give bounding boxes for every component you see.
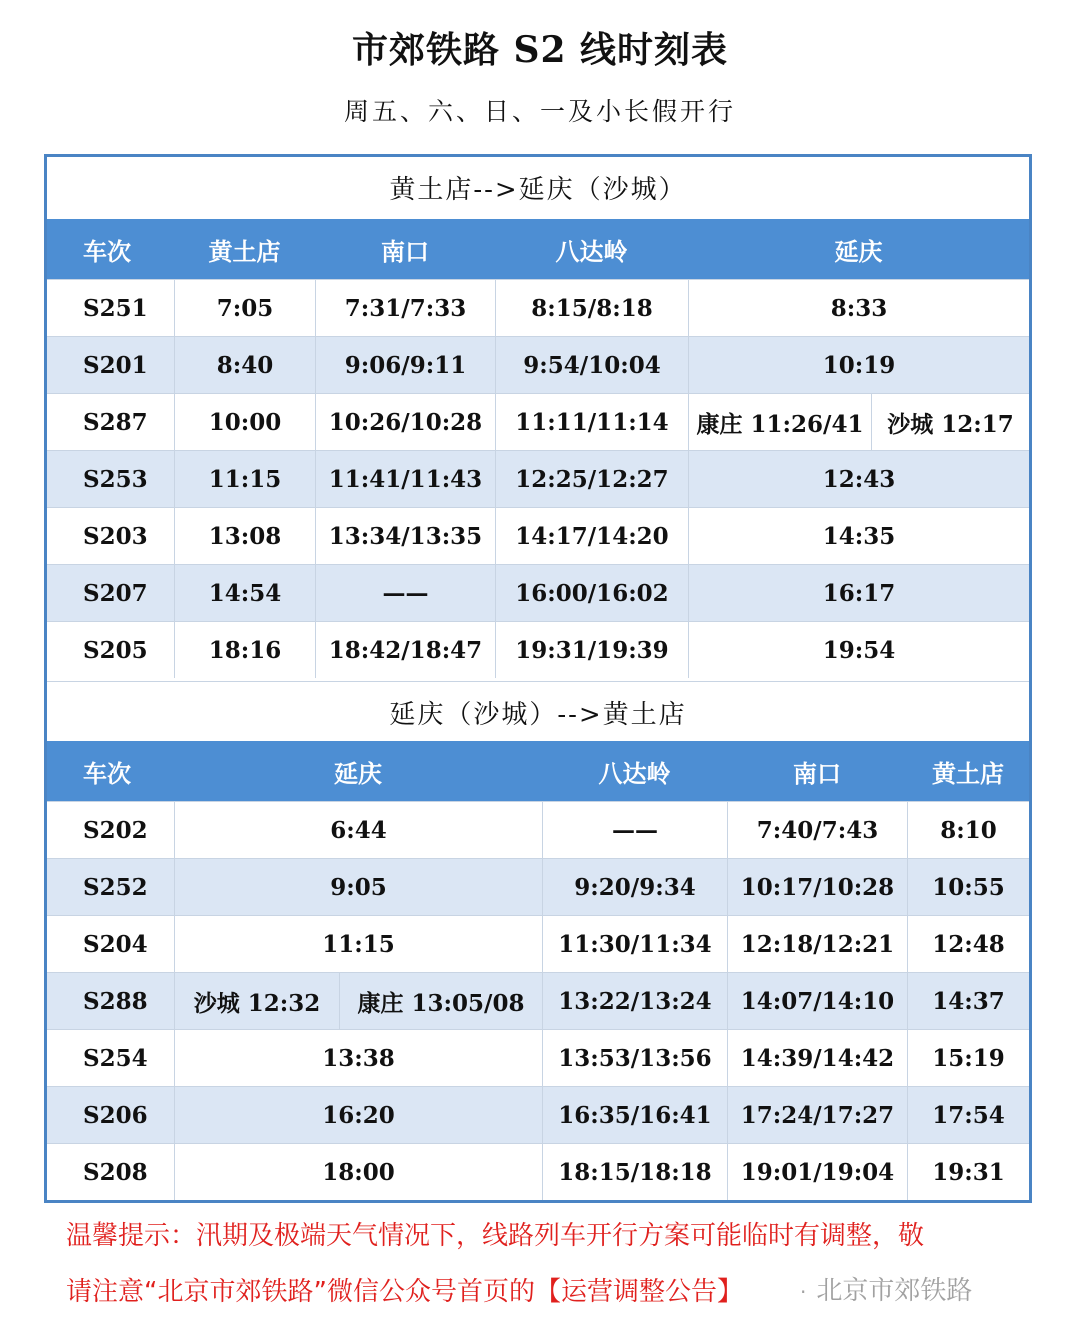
cell-train: S206 — [83, 1101, 148, 1129]
cell-nankou: 12:18/12:21 — [727, 916, 907, 972]
inbound-header-nankou: 南口 — [793, 759, 841, 788]
cell-train: S251 — [83, 294, 148, 322]
cell-badaling: 12:25/12:27 — [495, 451, 688, 507]
cell-badaling: 19:31/19:39 — [495, 622, 688, 678]
cell-huangtudian: 19:31 — [907, 1144, 1029, 1200]
cell-train: S254 — [83, 1044, 148, 1072]
cell-yanqing: 14:35 — [688, 508, 1029, 564]
cell-nankou: 14:39/14:42 — [727, 1030, 907, 1086]
cell-nankou: 7:40/7:43 — [727, 802, 907, 858]
cell-badaling: 11:30/11:34 — [542, 916, 727, 972]
cell-badaling: 16:35/16:41 — [542, 1087, 727, 1143]
cell-nankou: 9:06/9:11 — [315, 337, 495, 393]
outbound-header-badaling: 八达岭 — [555, 237, 628, 266]
cell-kangzhuang: 康庄 13:05/08 — [339, 973, 542, 1029]
cell-badaling: 13:53/13:56 — [542, 1030, 727, 1086]
cell-nankou: 18:42/18:47 — [315, 622, 495, 678]
outbound-header-train: 车次 — [83, 237, 131, 266]
cell-huangtudian: 7:05 — [174, 280, 315, 336]
cell-train: S202 — [83, 816, 148, 844]
cell-yanqing: 16:20 — [174, 1087, 542, 1143]
cell-huangtudian: 17:54 — [907, 1087, 1029, 1143]
outbound-section-title: 黄土店-->延庆（沙城） — [47, 157, 1029, 217]
cell-huangtudian: 14:54 — [174, 565, 315, 621]
cell-badaling: —— — [542, 802, 727, 858]
cell-badaling: 13:22/13:24 — [542, 973, 727, 1029]
cell-train: S207 — [83, 579, 148, 607]
outbound-header-yanqing: 延庆 — [834, 237, 883, 266]
cell-badaling: 9:20/9:34 — [542, 859, 727, 915]
cell-yanqing: 11:15 — [174, 916, 542, 972]
table-row — [47, 915, 1029, 972]
table-row — [47, 972, 1029, 1029]
inbound-header-train: 车次 — [83, 759, 131, 788]
table-row — [47, 279, 1029, 336]
table-row — [47, 336, 1029, 393]
cell-badaling: 18:15/18:18 — [542, 1144, 727, 1200]
cell-badaling: 8:15/8:18 — [495, 280, 688, 336]
cell-yanqing: 18:00 — [174, 1144, 542, 1200]
cell-shacheng: 沙城 12:32 — [174, 973, 339, 1029]
inbound-header-row — [47, 741, 1029, 801]
cell-yanqing: 8:33 — [688, 280, 1029, 336]
cell-train: S287 — [83, 408, 148, 436]
watermark-text: 北京市郊铁路 — [816, 1276, 973, 1306]
cell-train: S252 — [83, 873, 148, 901]
cell-train: S205 — [83, 636, 148, 664]
cell-train: S208 — [83, 1158, 148, 1186]
cell-nankou: 10:26/10:28 — [315, 394, 495, 450]
notice-line-1: 温馨提示：汛期及极端天气情况下，线路列车开行方案可能临时有调整，敬 — [66, 1221, 925, 1251]
inbound-header-huangtudian: 黄土店 — [932, 759, 1004, 788]
outbound-header-huangtudian: 黄土店 — [208, 237, 281, 266]
table-row — [47, 507, 1029, 564]
table-row — [47, 450, 1029, 507]
cell-yanqing: 12:43 — [688, 451, 1029, 507]
cell-kangzhuang: 康庄 11:26/41 — [688, 394, 871, 450]
cell-huangtudian: 11:15 — [174, 451, 315, 507]
cell-yanqing: 9:05 — [174, 859, 542, 915]
cell-nankou: 19:01/19:04 — [727, 1144, 907, 1200]
cell-yanqing: 16:17 — [688, 565, 1029, 621]
cell-nankou: 11:41/11:43 — [315, 451, 495, 507]
cell-yanqing: 10:19 — [688, 337, 1029, 393]
cell-huangtudian: 10:55 — [907, 859, 1029, 915]
cell-badaling: 16:00/16:02 — [495, 565, 688, 621]
outbound-header-nankou: 南口 — [381, 237, 429, 266]
cell-badaling: 11:11/11:14 — [495, 394, 688, 450]
table-row — [47, 1086, 1029, 1143]
cell-nankou: 17:24/17:27 — [727, 1087, 907, 1143]
table-row — [47, 801, 1029, 858]
cell-train: S204 — [83, 930, 148, 958]
table-row — [47, 1029, 1029, 1086]
cell-yanqing: 19:54 — [688, 622, 1029, 678]
notice-line-2: 请注意“北京市郊铁路”微信公众号首页的【运营调整公告】 — [66, 1277, 743, 1307]
watermark — [800, 1270, 972, 1307]
table-row — [47, 621, 1029, 678]
cell-huangtudian: 13:08 — [174, 508, 315, 564]
cell-yanqing: 13:38 — [174, 1030, 542, 1086]
cell-huangtudian: 12:48 — [907, 916, 1029, 972]
cell-yanqing: 6:44 — [174, 802, 542, 858]
table-row — [47, 858, 1029, 915]
cell-train: S203 — [83, 522, 148, 550]
cell-huangtudian: 8:40 — [174, 337, 315, 393]
cell-huangtudian: 8:10 — [907, 802, 1029, 858]
cell-train: S288 — [83, 987, 148, 1015]
cell-huangtudian: 18:16 — [174, 622, 315, 678]
page-title: 市郊铁路 S2 线时刻表 — [351, 29, 729, 71]
outbound-header-row — [47, 219, 1029, 279]
page-subtitle: 周五、六、日、一及小长假开行 — [343, 97, 736, 126]
cell-badaling: 14:17/14:20 — [495, 508, 688, 564]
timetable-frame — [44, 154, 1032, 1203]
cell-shacheng: 沙城 12:17 — [871, 394, 1029, 450]
cell-train: S201 — [83, 351, 148, 379]
inbound-header-badaling: 八达岭 — [598, 759, 671, 788]
cell-train: S253 — [83, 465, 148, 493]
wechat-dot-icon: · — [800, 1280, 807, 1304]
cell-nankou: 10:17/10:28 — [727, 859, 907, 915]
inbound-section-title: 延庆（沙城）-->黄土店 — [47, 681, 1029, 742]
cell-badaling: 9:54/10:04 — [495, 337, 688, 393]
cell-nankou: 13:34/13:35 — [315, 508, 495, 564]
cell-huangtudian: 10:00 — [174, 394, 315, 450]
table-row — [47, 393, 1029, 450]
cell-huangtudian: 15:19 — [907, 1030, 1029, 1086]
inbound-header-yanqing: 延庆 — [334, 759, 382, 788]
cell-nankou: 14:07/14:10 — [727, 973, 907, 1029]
cell-huangtudian: 14:37 — [907, 973, 1029, 1029]
cell-nankou: —— — [315, 565, 495, 621]
cell-nankou: 7:31/7:33 — [315, 280, 495, 336]
table-row — [47, 564, 1029, 621]
table-row — [47, 1143, 1029, 1200]
